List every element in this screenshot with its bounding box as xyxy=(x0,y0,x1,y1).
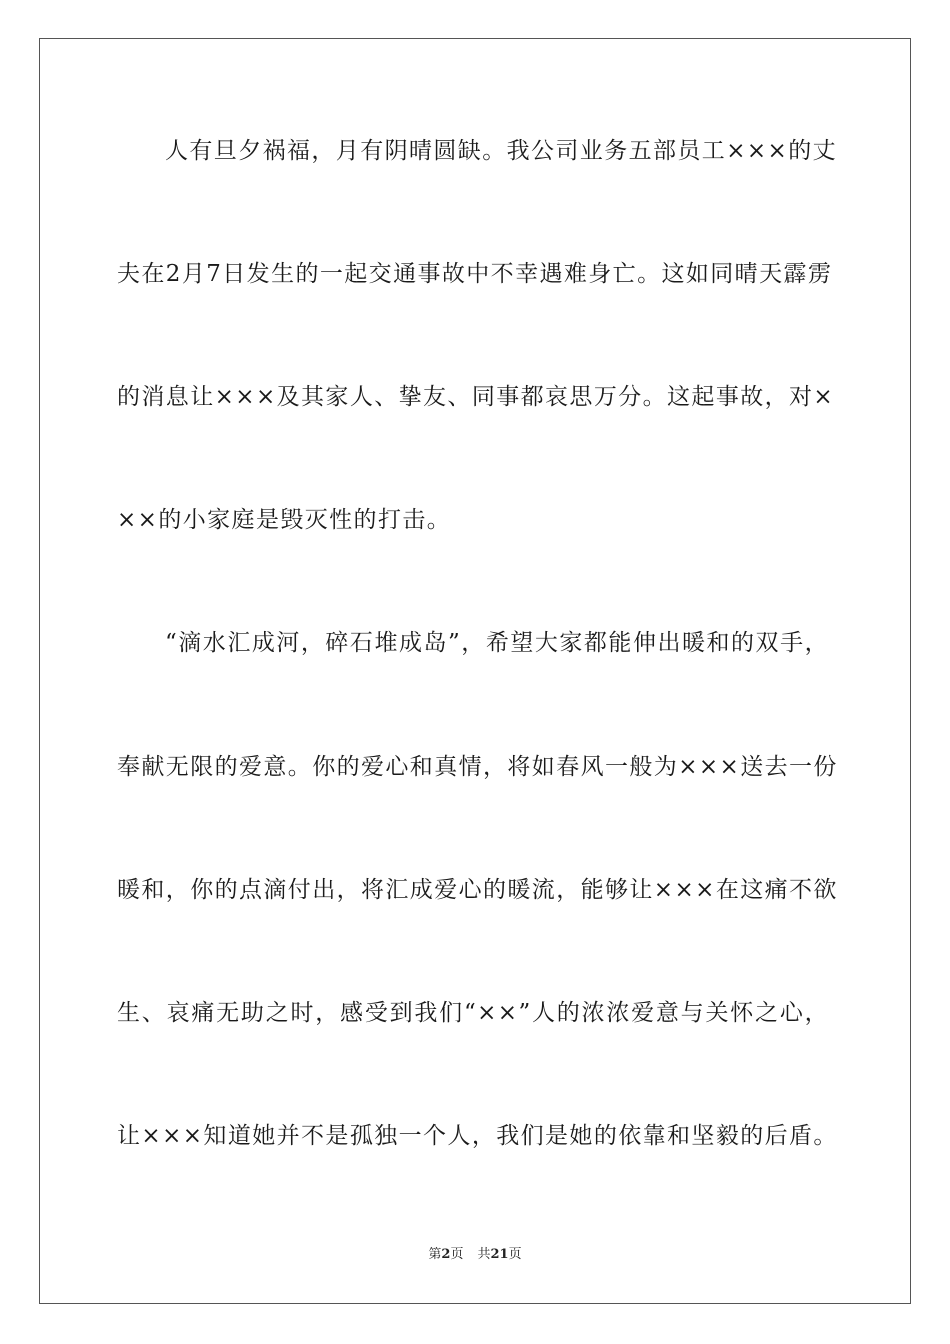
paragraph-2-line-1: “滴水汇成河，碎石堆成岛”，希望大家都能伸出暖和的双手， xyxy=(165,630,829,656)
paragraph-2-line-4: 生、哀痛无助之时，感受到我们“××”人的浓浓爱意与关怀之心， xyxy=(117,1000,829,1026)
paragraph-1-line-4: ××的小家庭是毁灭性的打击。 xyxy=(117,507,452,533)
page-footer xyxy=(0,1246,950,1264)
paragraph-2-line-2: 奉献无限的爱意。你的爱心和真情，将如春风一般为×××送去一份 xyxy=(117,754,838,780)
paragraph-2-line-5: 让×××知道她并不是孤独一个人，我们是她的依靠和坚毅的后盾。 xyxy=(117,1123,838,1149)
paragraph-2-line-3: 暖和，你的点滴付出，将汇成爱心的暖流，能够让×××在这痛不欲 xyxy=(117,877,838,903)
footer-page-suffix: 页 xyxy=(450,1247,464,1262)
footer-total-suffix: 页 xyxy=(508,1247,522,1262)
footer-page-number: 2 xyxy=(441,1247,451,1262)
paragraph-1-line-2: 夫在2月7日发生的一起交通事故中不幸遇难身亡。这如同晴天霹雳 xyxy=(117,261,833,287)
footer-total-number: 21 xyxy=(490,1247,509,1262)
page-frame xyxy=(39,38,911,1304)
paragraph-1-line-1: 人有旦夕祸福，月有阴晴圆缺。我公司业务五部员工×××的丈 xyxy=(165,138,838,164)
footer-page-prefix: 第 xyxy=(428,1247,442,1262)
paragraph-1-line-3: 的消息让×××及其家人、挚友、同事都哀思万分。这起事故，对× xyxy=(117,384,835,410)
footer-total-prefix: 共 xyxy=(477,1247,491,1262)
